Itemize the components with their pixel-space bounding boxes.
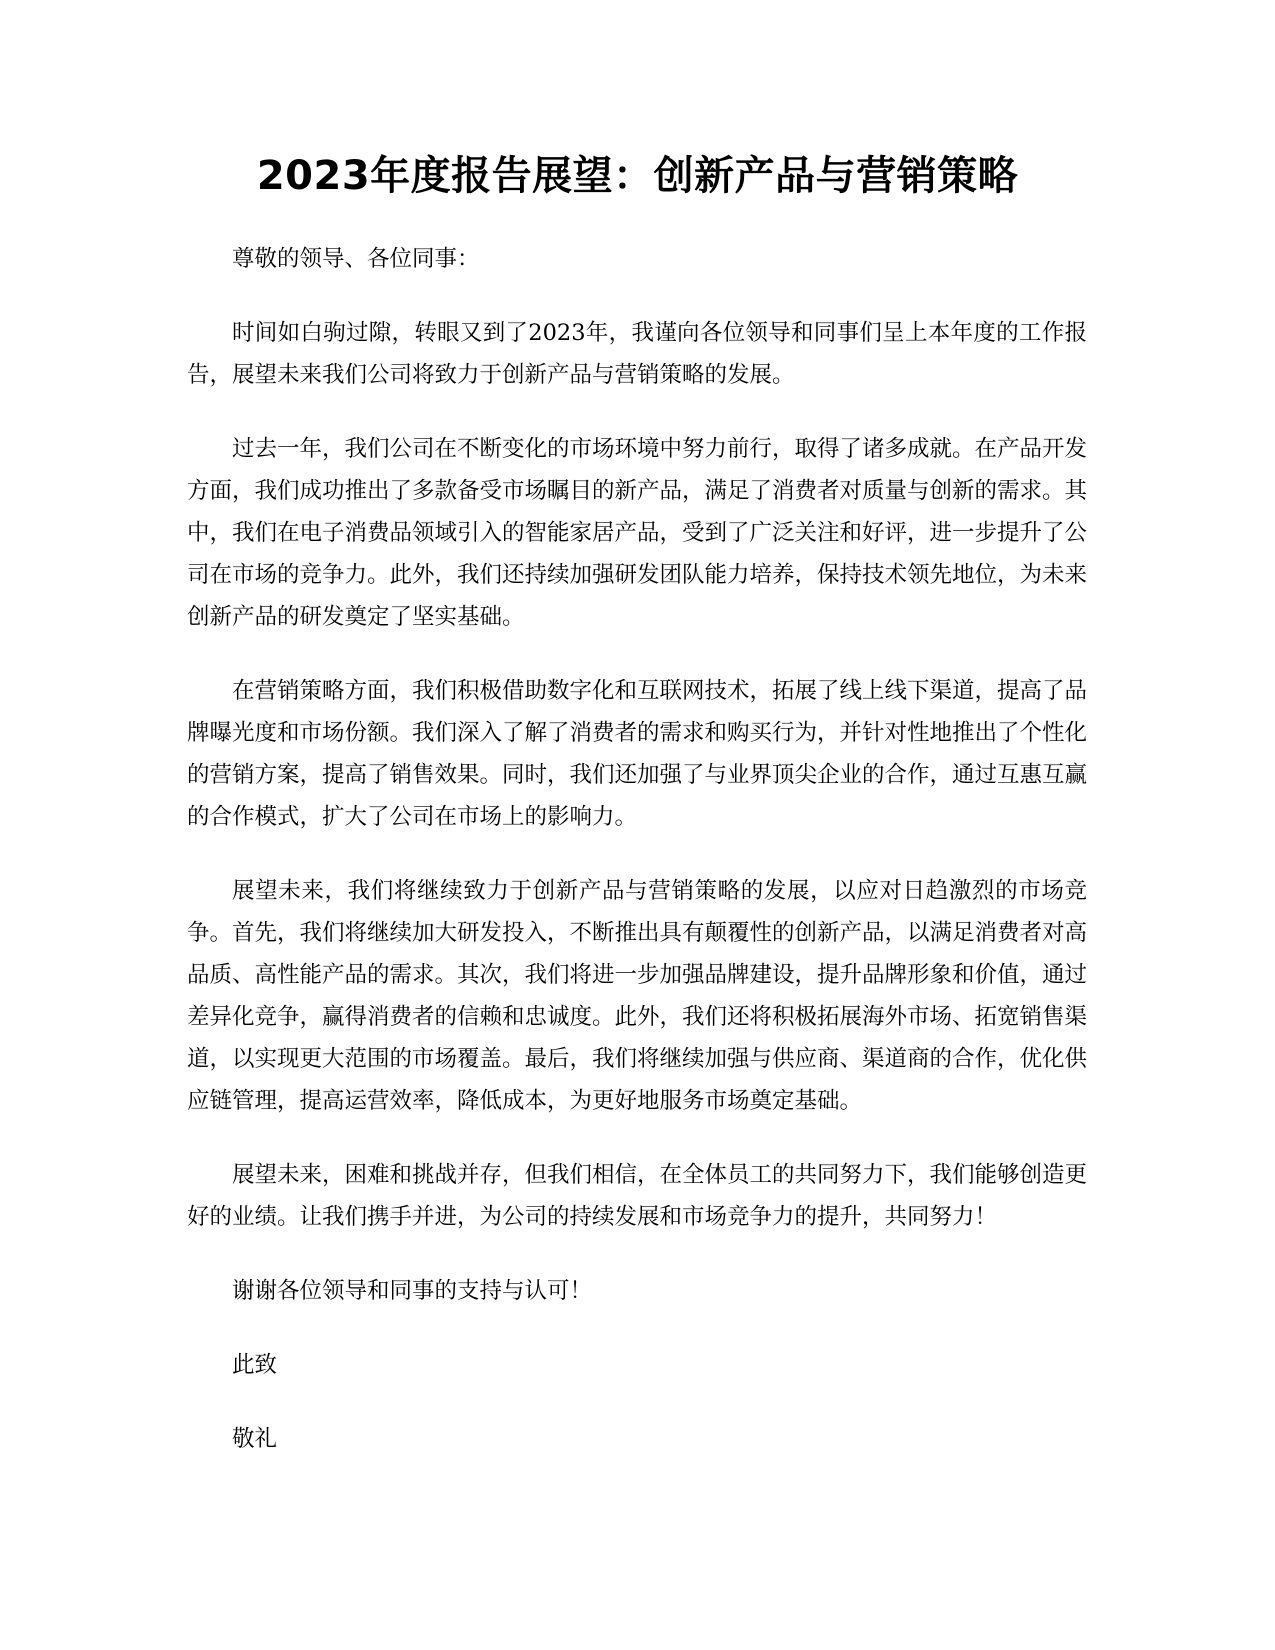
paragraph-marketing: 在营销策略方面，我们积极借助数字化和互联网技术，拓展了线上线下渠道，提高了品牌曝光度和市场份额。我们深入了解了消费者的需求和购买行为，并针对性地推出了个性化的营销方案，提高了销售效果。同时，我们还加强了与业界顶尖企业的合作，通过互惠互赢的合作模式，扩大了公司在市场上的影响力。: [187, 678, 1088, 830]
paragraph-outlook: 展望未来，我们将继续致力于创新产品与营销策略的发展，以应对日趋激烈的市场竞争。首先，我们将继续加大研发投入，不断推出具有颠覆性的创新产品，以满足消费者对高品质、高性能产品的需求。其次，我们将进一步加强品牌建设，提升品牌形象和价值，通过差异化竞争，赢得消费者的信赖和忠诚度。此外，我们还将积极拓展海外市场、拓宽销售渠道，以实现更大范围的市场覆盖。最后，我们将继续加强与供应商、渠道商的合作，优化供应链管理，提高运营效率，降低成本，为更好地服务市场奠定基础。: [187, 878, 1088, 1114]
paragraph-conclusion: 展望未来，困难和挑战并存，但我们相信，在全体员工的共同努力下，我们能够创造更好的业绩。让我们携手并进，为公司的持续发展和市场竞争力的提升，共同努力！: [187, 1162, 1088, 1230]
salutation: 尊敬的领导、各位同事：: [232, 246, 480, 272]
document-body: [187, 238, 1087, 1492]
paragraph-intro: 时间如白驹过隙，转眼又到了2023年，我谨向各位领导和同事们呈上本年度的工作报告，展望未来我们公司将致力于创新产品与营销策略的发展。: [187, 320, 1087, 388]
paragraph-past-year: 过去一年，我们公司在不断变化的市场环境中努力前行，取得了诸多成就。在产品开发方面，我们成功推出了多款备受市场瞩目的新产品，满足了消费者对质量与创新的需求。其中，我们在电子消费品领域引入的智能家居产品，受到了广泛关注和好评，进一步提升了公司在市场的竞争力。此外，我们还持续加强研发团队能力培养，保持技术领先地位，为未来创新产品的研发奠定了坚实基础。: [187, 436, 1088, 630]
closing-line-1: 此致: [232, 1352, 278, 1378]
closing-line-2: 敬礼: [232, 1426, 278, 1452]
document-title: 2023年度报告展望：创新产品与营销策略: [256, 153, 1019, 199]
thanks-line: 谢谢各位领导和同事的支持与认可！: [232, 1278, 593, 1304]
